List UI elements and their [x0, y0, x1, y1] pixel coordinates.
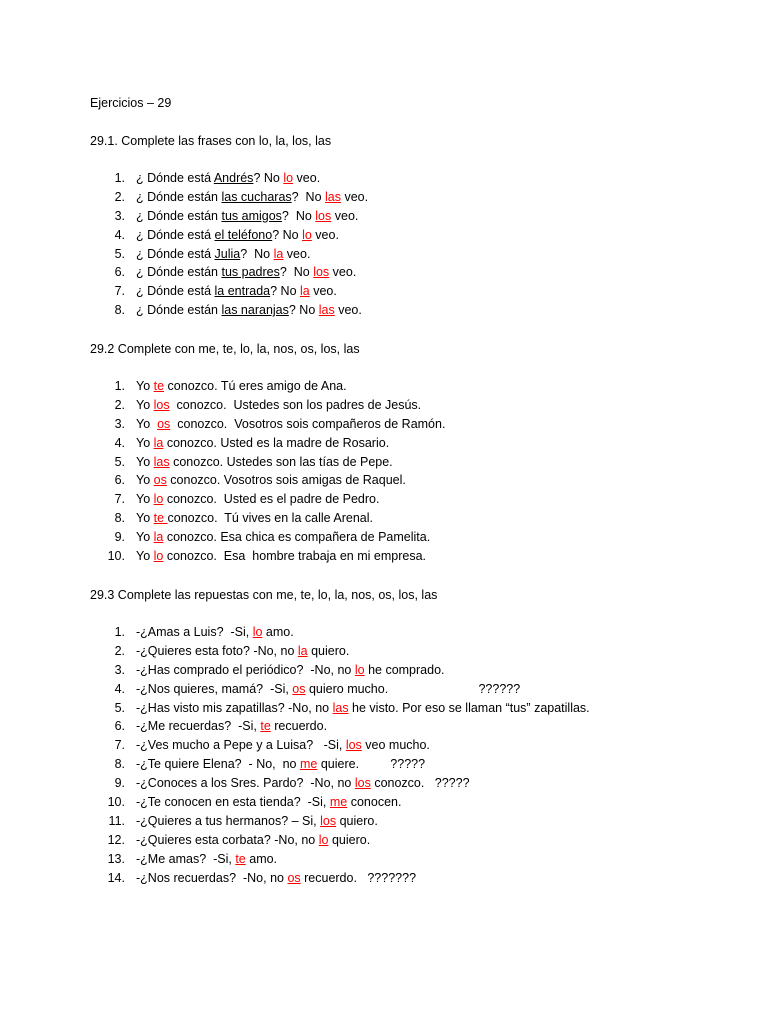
- exercise-item: [90, 812, 750, 831]
- item-text: Yo: [136, 397, 154, 412]
- item-text: conozco. Vosotros sois amigas de Raquel.: [166, 473, 406, 488]
- item-text: -¿Quieres esta corbata? -No, no: [136, 832, 319, 847]
- item-text: he visto. Por eso se llaman “tus” zapatillas.: [348, 700, 590, 715]
- item-text: Yo: [136, 473, 154, 488]
- exercise-item: [90, 623, 750, 642]
- item-text: quiero.: [328, 832, 371, 847]
- item-text: Yo: [136, 416, 158, 431]
- answer-pronoun: lo: [283, 171, 294, 185]
- item-text: -¿Ves mucho a Pepe y a Luisa? -Si,: [136, 738, 346, 753]
- item-text: ? No: [279, 265, 314, 280]
- item-text: ? No: [281, 208, 316, 223]
- underlined-noun: las naranjas: [221, 303, 289, 318]
- answer-pronoun: los: [345, 738, 362, 753]
- exercise-item: [90, 453, 750, 472]
- answer-pronoun: los: [354, 776, 371, 791]
- answer-pronoun: las: [153, 454, 170, 469]
- exercise-item: [90, 850, 750, 869]
- item-number: 5.: [114, 700, 125, 715]
- item-number: 7.: [114, 492, 125, 507]
- answer-pronoun: la: [297, 643, 308, 658]
- item-number: 6.: [114, 265, 125, 280]
- item-text: quiero.: [336, 813, 378, 828]
- item-number: 10.: [107, 795, 125, 810]
- answer-pronoun: lo: [302, 227, 312, 242]
- item-text: -¿Nos recuerdas? -No, no: [136, 870, 288, 885]
- answer-pronoun: lo: [153, 492, 164, 507]
- item-text: conozco. Usted es el padre de Pedro.: [163, 492, 380, 507]
- item-text: conozco. Ustedes son los padres de Jesús.: [169, 397, 422, 412]
- answer-pronoun: lo: [354, 662, 365, 677]
- answer-pronoun: los: [320, 813, 337, 828]
- item-number: 4.: [114, 227, 125, 242]
- item-number: 11.: [108, 813, 125, 828]
- exercise-item: [90, 434, 750, 453]
- exercise-item: [90, 207, 750, 226]
- item-text: ? No: [272, 227, 303, 242]
- exercise-list-29-1: [90, 169, 750, 320]
- item-text: recuerdo. ???????: [300, 870, 417, 885]
- item-number: 1.: [114, 379, 125, 393]
- item-text: ? No: [291, 189, 326, 204]
- item-text: ? No: [240, 246, 274, 261]
- answer-pronoun: los: [315, 208, 332, 223]
- item-number: 3.: [114, 208, 125, 223]
- answer-pronoun: la: [153, 530, 164, 545]
- item-text: Yo: [136, 549, 154, 564]
- item-text: veo.: [311, 227, 339, 242]
- item-text: he comprado.: [364, 662, 445, 677]
- item-number: 5.: [114, 454, 125, 469]
- exercise-item: [90, 301, 750, 320]
- exercise-item: [90, 528, 750, 547]
- item-number: 1.: [114, 171, 125, 185]
- item-text: quiero.: [307, 643, 350, 658]
- item-number: 3.: [114, 662, 125, 677]
- exercise-item: [90, 831, 750, 850]
- underlined-noun: tus padres: [221, 265, 280, 280]
- item-text: -¿Quieres a tus hermanos? – Si,: [136, 813, 321, 828]
- item-number: 6.: [114, 473, 125, 488]
- item-number: 1.: [114, 625, 125, 639]
- item-text: ¿ Dónde están: [136, 189, 222, 204]
- item-number: 14.: [107, 870, 125, 885]
- item-text: -¿Quieres esta foto? -No, no: [136, 643, 298, 658]
- item-text: ¿ Dónde está: [136, 284, 215, 299]
- answer-pronoun: las: [332, 700, 349, 715]
- answer-pronoun: lo: [153, 549, 164, 564]
- item-text: veo.: [293, 171, 321, 185]
- exercise-item: [90, 245, 750, 264]
- exercise-item: [90, 490, 750, 509]
- underlined-noun: Julia: [214, 246, 241, 261]
- exercise-item: [90, 263, 750, 282]
- answer-pronoun: te: [153, 379, 165, 393]
- underlined-noun: Andrés: [213, 171, 254, 185]
- answer-pronoun: las: [318, 303, 335, 318]
- item-text: recuerdo.: [270, 719, 328, 734]
- item-text: conozco. Ustedes son las tías de Pepe.: [169, 454, 393, 469]
- item-text: veo.: [334, 303, 362, 318]
- item-number: 7.: [114, 738, 125, 753]
- exercise-item: [90, 226, 750, 245]
- answer-pronoun: os: [157, 416, 171, 431]
- item-number: 8.: [114, 511, 125, 526]
- exercise-list-29-3: [90, 623, 750, 887]
- exercise-list-29-2: [90, 377, 750, 566]
- exercise-item: [90, 661, 750, 680]
- underlined-noun: tus amigos: [221, 208, 282, 223]
- exercise-item: [90, 509, 750, 528]
- item-text: conocen.: [347, 795, 402, 810]
- answer-pronoun: te: [260, 719, 271, 734]
- exercise-item: [90, 188, 750, 207]
- item-text: conozco. ?????: [370, 776, 470, 791]
- exercise-item: [90, 169, 750, 188]
- item-text: Yo: [136, 511, 154, 526]
- section-heading-29-2: 29.2 Complete con me, te, lo, la, nos, os, los, las: [90, 342, 360, 356]
- item-number: 6.: [114, 719, 125, 734]
- item-text: -¿Has comprado el periódico? -No, no: [136, 662, 355, 677]
- item-text: Yo: [136, 492, 154, 507]
- item-text: quiere. ?????: [317, 757, 426, 772]
- answer-pronoun: los: [153, 397, 170, 412]
- exercise-item: [90, 377, 750, 396]
- item-number: 5.: [114, 246, 125, 261]
- underlined-noun: la entrada: [214, 284, 271, 299]
- answer-pronoun: os: [153, 473, 167, 488]
- item-text: veo.: [329, 265, 357, 280]
- item-text: conozco. Tú eres amigo de Ana.: [164, 379, 347, 393]
- exercise-item: [90, 755, 750, 774]
- item-number: 8.: [114, 303, 125, 318]
- item-text: -¿Te conocen en esta tienda? -Si,: [136, 795, 330, 810]
- item-text: ¿ Dónde está: [136, 171, 214, 185]
- exercise-item: [90, 793, 750, 812]
- item-text: veo mucho.: [361, 738, 430, 753]
- answer-pronoun: te: [235, 851, 246, 866]
- item-number: 13.: [107, 851, 125, 866]
- item-text: quiero mucho. ??????: [305, 681, 521, 696]
- exercise-item: [90, 869, 750, 888]
- answer-pronoun: la: [153, 435, 164, 450]
- page-title: Ejercicios – 29: [90, 96, 172, 110]
- item-text: Yo: [136, 530, 154, 545]
- item-text: ¿ Dónde están: [136, 208, 222, 223]
- answer-pronoun: las: [325, 189, 341, 204]
- exercise-item: [90, 396, 750, 415]
- item-text: conozco. Tú vives en la calle Arenal.: [167, 511, 373, 526]
- item-text: -¿Conoces a los Sres. Pardo? -No, no: [136, 776, 355, 791]
- item-number: 3.: [114, 416, 125, 431]
- item-text: veo.: [283, 246, 311, 261]
- item-number: 4.: [114, 681, 125, 696]
- item-text: ¿ Dónde están: [136, 303, 222, 318]
- answer-pronoun: lo: [252, 625, 263, 639]
- item-number: 9.: [114, 776, 125, 791]
- item-number: 2.: [114, 189, 125, 204]
- exercise-item: [90, 774, 750, 793]
- answer-pronoun: te: [153, 511, 168, 526]
- item-number: 9.: [114, 530, 125, 545]
- item-text: amo.: [245, 851, 278, 866]
- item-text: veo.: [331, 208, 359, 223]
- item-text: conozco. Esa chica es compañera de Pamelita.: [163, 530, 431, 545]
- exercise-item: [90, 736, 750, 755]
- item-number: 7.: [114, 284, 125, 299]
- answer-pronoun: os: [292, 681, 306, 696]
- answer-pronoun: me: [329, 795, 348, 810]
- item-number: 8.: [114, 757, 125, 772]
- item-number: 10.: [107, 549, 125, 564]
- exercise-item: [90, 717, 750, 736]
- item-text: ¿ Dónde están: [136, 265, 222, 280]
- item-text: ¿ Dónde está: [136, 246, 215, 261]
- item-number: 12.: [107, 832, 125, 847]
- item-text: -¿Nos quieres, mamá? -Si,: [136, 681, 293, 696]
- item-number: 4.: [114, 435, 125, 450]
- underlined-noun: las cucharas: [221, 189, 292, 204]
- item-text: ? No: [253, 171, 284, 185]
- exercise-item: [90, 471, 750, 490]
- item-number: 2.: [114, 643, 125, 658]
- answer-pronoun: la: [273, 246, 284, 261]
- answer-pronoun: lo: [318, 832, 329, 847]
- answer-pronoun: me: [299, 757, 318, 772]
- item-text: -¿Amas a Luis? -Si,: [136, 625, 253, 639]
- exercise-item: [90, 415, 750, 434]
- answer-pronoun: os: [287, 870, 301, 885]
- item-text: conozco. Vosotros sois compañeros de Ramón.: [170, 416, 446, 431]
- item-text: ? No: [288, 303, 319, 318]
- underlined-noun: el teléfono: [214, 227, 273, 242]
- item-text: -¿Has visto mis zapatillas? -No, no: [136, 700, 333, 715]
- item-number: 2.: [114, 397, 125, 412]
- exercise-item: [90, 699, 750, 718]
- section-heading-29-3: 29.3 Complete las repuestas con me, te, lo, la, nos, os, los, las: [90, 588, 438, 602]
- item-text: ? No: [270, 284, 301, 299]
- item-text: amo.: [262, 625, 294, 639]
- exercise-item: [90, 547, 750, 566]
- item-text: Yo: [136, 379, 154, 393]
- item-text: Yo: [136, 454, 154, 469]
- item-text: Yo: [136, 435, 154, 450]
- exercise-item: [90, 680, 750, 699]
- item-text: -¿Me recuerdas? -Si,: [136, 719, 261, 734]
- item-text: -¿Te quiere Elena? - No, no: [136, 757, 300, 772]
- exercise-item: [90, 642, 750, 661]
- item-text: ¿ Dónde está: [136, 227, 215, 242]
- answer-pronoun: los: [313, 265, 330, 280]
- item-text: veo.: [341, 189, 369, 204]
- item-text: veo.: [309, 284, 337, 299]
- section-heading-29-1: 29.1. Complete las frases con lo, la, los, las: [90, 134, 332, 148]
- item-text: -¿Me amas? -Si,: [136, 851, 236, 866]
- item-text: conozco. Usted es la madre de Rosario.: [163, 435, 390, 450]
- item-text: conozco. Esa hombre trabaja en mi empresa.: [163, 549, 426, 564]
- answer-pronoun: la: [300, 284, 310, 299]
- exercise-item: [90, 282, 750, 301]
